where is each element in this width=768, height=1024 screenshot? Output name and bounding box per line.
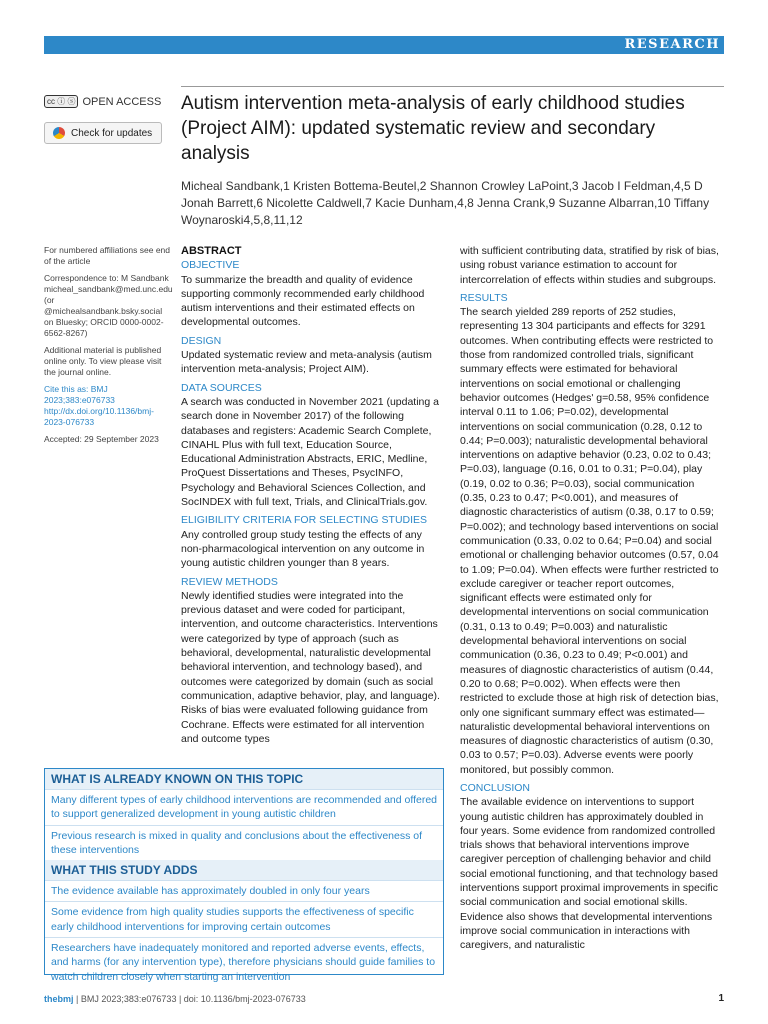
- known-item: Many different types of early childhood interventions are recommended and offered to support generalized development in young autistic children: [45, 789, 443, 825]
- open-access-badge: [44, 95, 161, 108]
- design-heading: DESIGN: [181, 334, 222, 347]
- known-heading: WHAT IS ALREADY KNOWN ON THIS TOPIC: [45, 769, 443, 789]
- conclusion-text: The available evidence on interventions to support young autistic children has approximately doubled in four years. Some evidence from randomized controlled trials shows that behavioral interventions improve caregiver perception of challenging behavior and child social emotional functioning, and that technology based interventions support proximal improvements in specific social communication and social emotional skills. Evidence also shows that developmental interventions improve social communication in interactions with caregivers, and naturalistic: [460, 796, 719, 952]
- adds-item: Researchers have inadequately monitored and reported adverse events, effects, and harms (for any intervention type), therefore physicians should guide families to watch children closely when starting an intervention: [45, 937, 443, 987]
- additional-material: Additional material is published online only. To view please visit the journal online.: [44, 345, 162, 377]
- cc-license-icon: cc ⓘ ⓢ: [44, 95, 78, 108]
- journal-logo: thebmj: [44, 994, 74, 1004]
- adds-heading: WHAT THIS STUDY ADDS: [45, 860, 443, 880]
- footer-citation: | BMJ 2023;383:e076733 | doi: 10.1136/bmj-2023-076733: [76, 994, 306, 1004]
- crossmark-icon: [53, 127, 65, 139]
- data-sources-heading: DATA SOURCES: [181, 381, 262, 394]
- abstract-column-2: [460, 244, 722, 957]
- results-heading: RESULTS: [460, 291, 508, 304]
- accepted-date: Accepted: 29 September 2023: [44, 434, 159, 444]
- known-item: Previous research is mixed in quality and conclusions about the effectiveness of these interventions: [45, 825, 443, 861]
- correspondence: Correspondence to: M Sandbank micheal_sandbank@med.unc.edu (or @michealsandbank.bsky.social on Bluesky; ORCID 0000-0002-6562-8267): [44, 273, 173, 338]
- section-label: RESEARCH: [624, 37, 720, 52]
- objective-text: To summarize the breadth and quality of evidence supporting commonly recommended early childhood autism interventions and their estimated effects on developmental outcomes.: [181, 273, 425, 329]
- conclusion-heading: CONCLUSION: [460, 781, 531, 794]
- design-text: Updated systematic review and meta-analysis (autism intervention meta-analysis; Project AIM).: [181, 349, 432, 376]
- eligibility-text: Any controlled group study testing the effects of any non-pharmacological intervention on any outcome in young autistic children younger than 8 years.: [181, 528, 425, 570]
- abstract-heading: ABSTRACT: [181, 245, 242, 257]
- page-number: 1: [718, 993, 724, 1004]
- summary-box: [44, 768, 444, 983]
- objective-heading: OBJECTIVE: [181, 259, 240, 272]
- title-rule: [181, 86, 724, 87]
- affiliation-note: For numbered affiliations see end of the article: [44, 245, 171, 266]
- page-footer: [44, 994, 724, 1004]
- results-text: The search yielded 289 reports of 252 studies, representing 13 304 participants and effects for 3291 outcomes. When contributing effects were restricted to those from randomized controlled trials, significant summary effects were estimated for behavioral interventions on social emotional or challenging behavior outcomes (Hedges' g=0.58, 95% confidence interval 0.11 to 1.06; P=0.02), developmental interventions on social communication (0.28, 0.12 to 0.44; P=0.003); naturalistic developmental behavioral interventions on adaptive behavior (0.23, 0.02 to 0.43; P=0.03), language (0.16, 0.01 to 0.31; P=0.04), play (0.19, 0.02 to 0.36; P=0.03), social communication (0.35, 0.23 to 0.47; P<0.001), and measures of diagnostic characteristics of autism (0.38, 0.17 to 0.59; P=0.002); and technology based interventions on social communication (0.33, 0.02 to 0.64; P=0.04) and social emotional or challenging behavior outcomes (0.57, 0.04 to 1.09; P=0.04). When effects were further restricted to exclude caregiver or teacher report outcomes, significant effects were estimated only for developmental interventions on social communication (0.31, 0.13 to 0.49; P=0.003) and naturalistic developmental behavioral interventions on social communication (0.36, 0.23 to 0.49; P<0.001) and measures of diagnostic characteristics of autism (0.44, 0.20 to 0.68; P=0.002). When effects were then restricted to exclude those at high risk of detection bias, only one significant summary effect was estimated—naturalistic developmental behavioral interventions on measures of diagnostic characteristics of autism (0.30, 0.03 to 0.57; P=0.03). Adverse events were poorly monitored, but possibly common.: [460, 306, 719, 776]
- adds-item: The evidence available has approximately doubled in only four years: [45, 880, 443, 901]
- eligibility-heading: ELIGIBILITY CRITERIA FOR SELECTING STUDIES: [181, 514, 428, 527]
- author-list: Micheal Sandbank,1 Kristen Bottema-Beutel,2 Shannon Crowley LaPoint,3 Jacob I Feldman,4,5 D Jonah Barrett,6 Nicolette Caldwell,7 Kacie Dunham,4,8 Jenna Crank,9 Suzanne Albarran,10 Tiffany Woynaroski4,5,8,11,12: [181, 179, 710, 227]
- cite-this[interactable]: Cite this as: BMJ 2023;383:e076733 http://dx.doi.org/10.1136/bmj-2023-076733: [44, 384, 154, 427]
- review-methods-heading: REVIEW METHODS: [181, 575, 278, 588]
- review-methods-text: Newly identified studies were integrated into the previous dataset and were coded for participant, intervention, and outcome characteristics. Interventions were categorized by type of approach (such as behavioral, developmental, naturalistic developmental behavioral intervention, and technology based), and outcomes were categorized by domain (such as social communication, adaptive behavior, play, and language). Risks of bias were evaluated following guidance from Cochrane. Effects were estimated for all intervention and outcome types: [181, 589, 440, 745]
- check-updates-button[interactable]: [44, 122, 162, 144]
- review-methods-continued: with sufficient contributing data, stratified by risk of bias, using robust variance estimation to account for intercorrelation of effects within studies and subgroups.: [460, 245, 719, 286]
- article-title: Autism intervention meta-analysis of early childhood studies (Project AIM): updated systematic review and secondary analysis: [181, 93, 685, 164]
- open-access-label: OPEN ACCESS: [82, 95, 162, 108]
- check-updates-label: Check for updates: [71, 127, 153, 139]
- abstract-column-1: [181, 244, 443, 750]
- left-meta: [44, 245, 172, 451]
- data-sources-text: A search was conducted in November 2021 (updating a search done in November 2017) of the following databases and registers: Academic Search Complete, CINAHL Plus with full text, Education Source, Educational Administration Abstracts, ERIC, Medline, ProQuest Dissertations and Theses, PsycINFO, Psychology and Behavioral Sciences Collection, and SocINDEX with full text, Trials, and ClinicalTrials.gov.: [181, 395, 439, 509]
- adds-item: Some evidence from high quality studies supports the effectiveness of specific early childhood interventions for improving certain outcomes: [45, 901, 443, 937]
- section-bar: [44, 36, 724, 54]
